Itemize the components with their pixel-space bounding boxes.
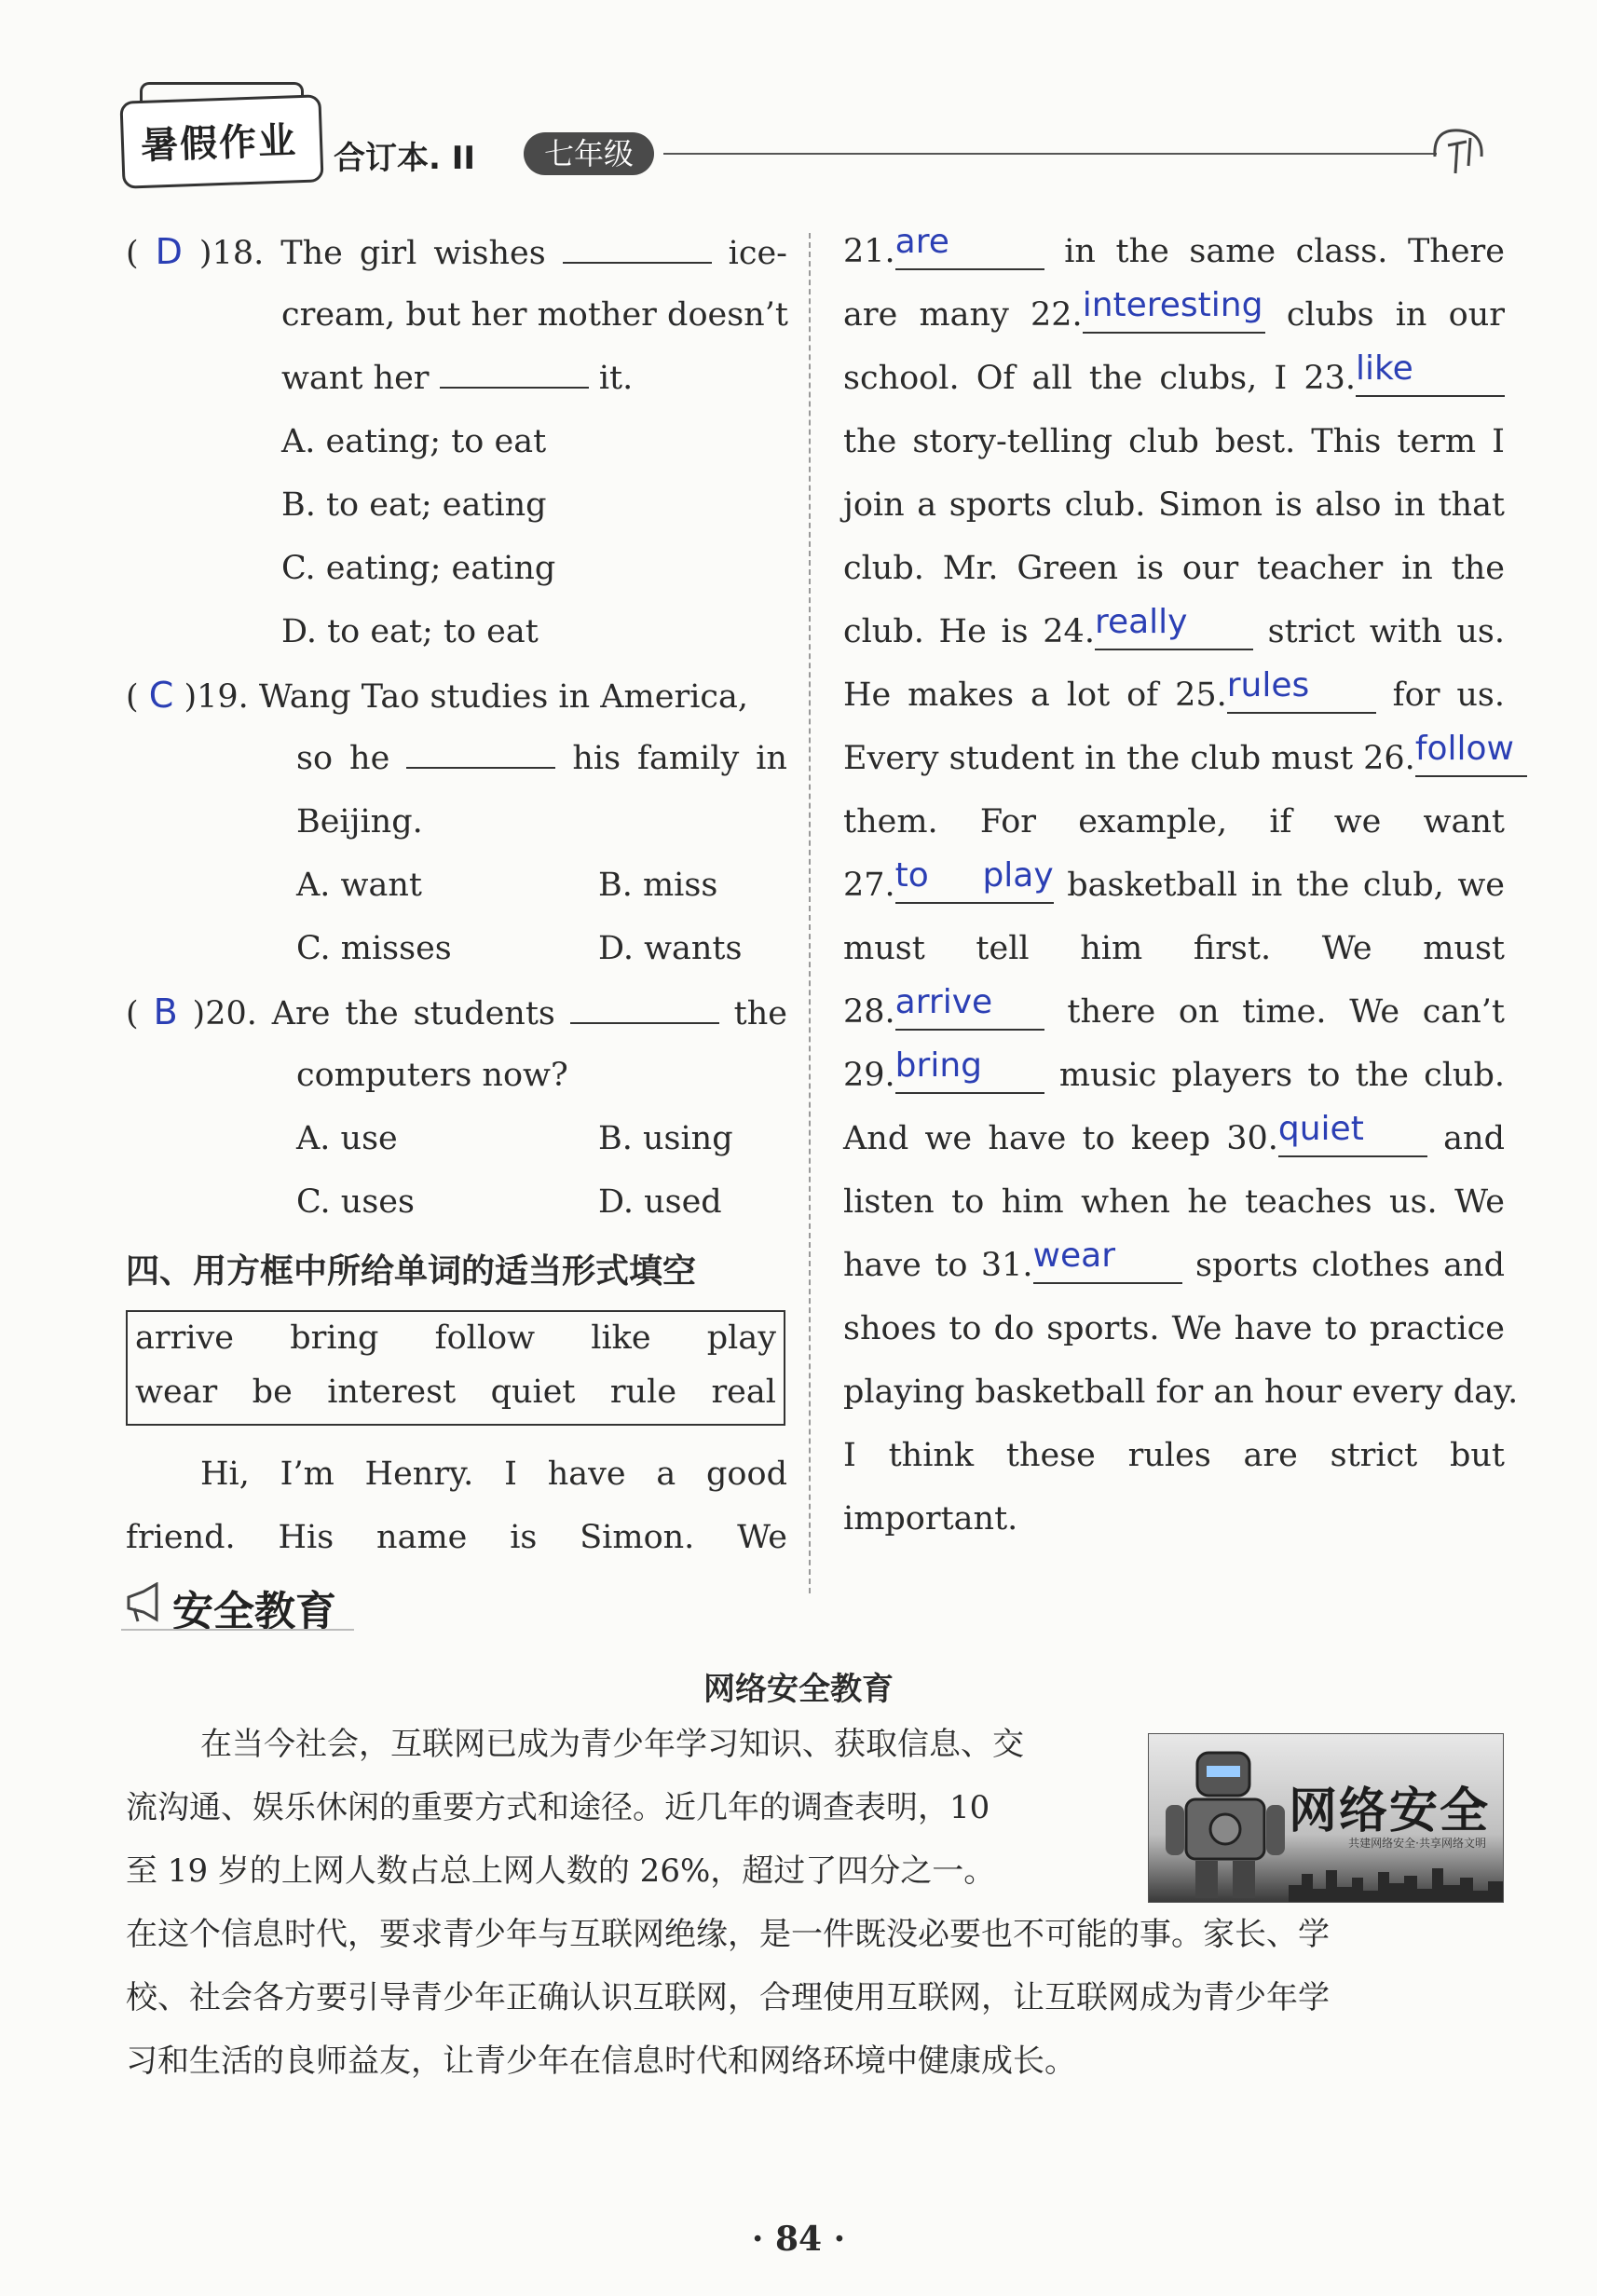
passage-line-17: have to 31.wear sports clothes and bbox=[843, 1237, 1505, 1284]
q19-option-c: C. misses bbox=[296, 930, 452, 967]
network-safety-image bbox=[1148, 1733, 1504, 1903]
series-title: 暑假作业 bbox=[140, 119, 298, 169]
q18-blank-2 bbox=[440, 359, 589, 389]
passage-line-8: He makes a lot of 25.rules for us. bbox=[843, 666, 1505, 714]
q20-option-d: D. used bbox=[598, 1183, 722, 1221]
passage-line-16: listen to him when he teaches us. We bbox=[843, 1183, 1505, 1221]
word-box-row1: arrive bring follow like play bbox=[135, 1319, 776, 1357]
word-box bbox=[126, 1310, 785, 1426]
q18-blank-1 bbox=[563, 234, 712, 264]
article-line-5: 校、社会各方要引导青少年正确认识互联网，合理使用互联网，让互联网成为青少年学 bbox=[126, 1979, 1330, 2016]
image-brand-text: 网络安全 bbox=[1288, 1784, 1490, 1839]
fill-29: bring bbox=[895, 1059, 1044, 1094]
fill-30: quiet bbox=[1278, 1122, 1427, 1157]
header-series-badge bbox=[119, 94, 323, 188]
header-ornament-icon bbox=[1426, 119, 1493, 186]
passage-line-5: join a sports club. Simon is also in that bbox=[843, 486, 1505, 524]
q20-line1: ( B )20. Are the students the bbox=[126, 991, 787, 1032]
safety-title-rule bbox=[121, 1629, 354, 1631]
page-number: · 84 · bbox=[751, 2220, 846, 2259]
q19-answer: C bbox=[148, 675, 174, 716]
passage-line-13: 28.arrive there on time. We can’t bbox=[843, 983, 1505, 1031]
article-line-4: 在这个信息时代，要求青少年与互联网绝缘，是一件既没必要也不可能的事。家长、学 bbox=[126, 1916, 1330, 1953]
q20-option-b: B. using bbox=[598, 1120, 733, 1157]
q18-option-c: C. eating; eating bbox=[281, 550, 556, 587]
article-line-2: 流沟通、娱乐休闲的重要方式和途径。近几年的调查表明，10 bbox=[126, 1789, 990, 1826]
article-line-1: 在当今社会，互联网已成为青少年学习知识、获取信息、交 bbox=[200, 1726, 1024, 1763]
q20-option-a: A. use bbox=[296, 1120, 398, 1157]
fill-22: interesting bbox=[1083, 298, 1265, 334]
passage-line-9: Every student in the club must 26.follow bbox=[843, 738, 1505, 779]
fill-31: wear bbox=[1033, 1249, 1182, 1284]
passage-intro-line2: friend. His name is Simon. We bbox=[126, 1519, 787, 1556]
q20-line2: computers now? bbox=[296, 1057, 568, 1094]
passage-line-20: I think these rules are strict but bbox=[843, 1437, 1505, 1474]
section4-title: 四、用方框中所给单词的适当形式填空 bbox=[126, 1252, 697, 1291]
q18-option-b: B. to eat; eating bbox=[281, 486, 547, 524]
q20-blank bbox=[570, 994, 719, 1024]
q19-option-b: B. miss bbox=[598, 867, 718, 904]
word-box-row2: wear be interest quiet rule real bbox=[135, 1374, 776, 1411]
passage-line-12: must tell him first. We must bbox=[843, 930, 1505, 967]
q18-option-a: A. eating; to eat bbox=[281, 423, 547, 460]
q18-option-d: D. to eat; to eat bbox=[281, 613, 539, 650]
passage-line-2: are many 22.interesting clubs in our bbox=[843, 286, 1505, 334]
image-sub-text: 共建网络安全·共享网络文明 bbox=[1348, 1837, 1486, 1850]
fill-28: arrive bbox=[895, 995, 1044, 1031]
fill-23: like bbox=[1356, 362, 1505, 397]
q19-line1: ( C )19. Wang Tao studies in America, bbox=[126, 675, 748, 716]
passage-line-18: shoes to do sports. We have to practice bbox=[843, 1310, 1505, 1347]
fill-25: rules bbox=[1227, 678, 1376, 714]
passage-line-7: club. He is 24.really strict with us. bbox=[843, 603, 1505, 650]
q18-line3: want her it. bbox=[281, 360, 634, 397]
robot-icon bbox=[1162, 1749, 1302, 1898]
article-title: 网络安全教育 bbox=[703, 1671, 894, 1708]
passage-line-4: the story-telling club best. This term I bbox=[843, 423, 1505, 460]
passage-line-11: 27.to play basketball in the club, we bbox=[843, 856, 1505, 904]
fill-26: follow bbox=[1415, 742, 1527, 777]
fill-27: to play bbox=[895, 868, 1054, 904]
passage-line-19: playing basketball for an hour every day. bbox=[843, 1374, 1519, 1411]
passage-line-6: club. Mr. Green is our teacher in the bbox=[843, 550, 1505, 587]
column-divider bbox=[809, 233, 811, 1593]
passage-intro-line1: Hi, I’m Henry. I have a good bbox=[200, 1456, 787, 1493]
article-line-6: 习和生活的良师益友，让青少年在信息时代和网络环境中健康成长。 bbox=[126, 2043, 1076, 2080]
q20-answer: B bbox=[153, 991, 178, 1032]
passage-line-3: school. Of all the clubs, I 23.like bbox=[843, 358, 1505, 399]
q19-line2: so he his family in bbox=[296, 740, 787, 777]
fill-24: really bbox=[1095, 615, 1253, 650]
megaphone-icon bbox=[123, 1582, 168, 1623]
passage-line-10: them. For example, if we want bbox=[843, 803, 1505, 840]
article-line-3: 至 19 岁的上网人数占总上网人数的 26%，超过了四分之一。 bbox=[126, 1852, 996, 1890]
safety-section-title: 安全教育 bbox=[172, 1588, 336, 1635]
q20-option-c: C. uses bbox=[296, 1183, 415, 1221]
fill-21: are bbox=[895, 235, 1044, 270]
q18-line1: ( D )18. The girl wishes ice- bbox=[126, 231, 788, 272]
passage-line-14: 29.bring music players to the club. bbox=[843, 1046, 1505, 1094]
q18-line2: cream, but her mother doesn’t bbox=[281, 296, 788, 334]
q19-option-d: D. wants bbox=[598, 930, 743, 967]
volume-label: 合订本. II bbox=[334, 140, 476, 177]
city-skyline-icon bbox=[1289, 1865, 1503, 1902]
q19-option-a: A. want bbox=[296, 867, 422, 904]
passage-line-15: And we have to keep 30.quiet and bbox=[843, 1110, 1505, 1157]
q18-answer: D bbox=[155, 231, 183, 272]
q19-line3: Beijing. bbox=[296, 803, 423, 840]
header-rule bbox=[663, 153, 1437, 155]
passage-line-1: 21.are in the same class. There bbox=[843, 223, 1505, 270]
passage-line-21: important. bbox=[843, 1500, 1018, 1538]
grade-badge: 七年级 bbox=[524, 132, 654, 175]
q19-blank bbox=[406, 739, 555, 769]
